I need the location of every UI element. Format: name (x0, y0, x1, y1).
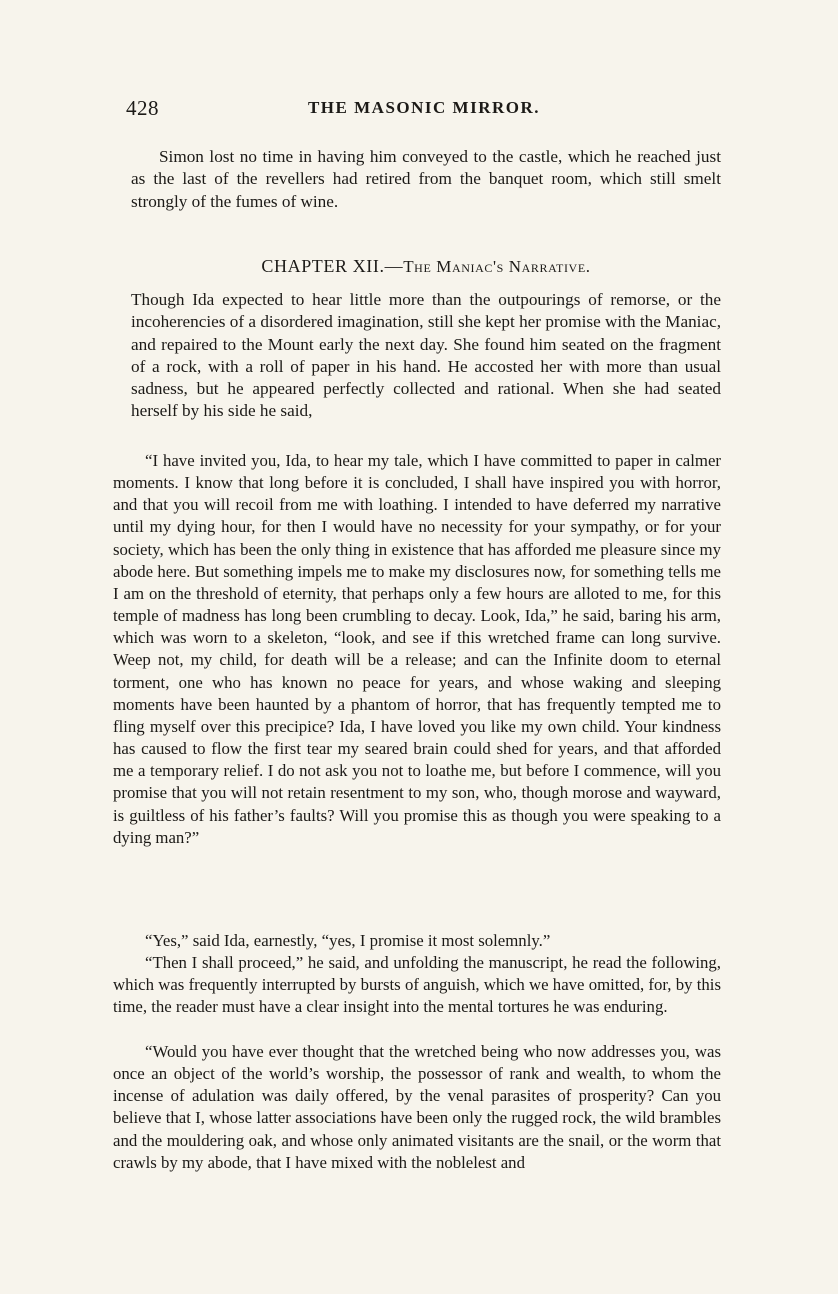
paragraph-2: “I have invited you, Ida, to hear my tale, which I have committed to paper in calmer moments. I know that long before it is concluded, I shall have inspired you with horror, and that you will recoil from me with loathing. I intended to have deferred my narrative until my dying hour, for then I would have no necessity for your sympathy, or for your society, which has been the only thing in existence that has afforded me pleasure since my abode here. But something impels me to make my disclosures now, for something tells me I am on the threshold of eternity, that perhaps only a few hours are alloted to me, for this temple of madness has long been crumbling to decay. Look, Ida,” he said, baring his arm, which was worn to a skeleton, “look, and see if this wretched frame can long survive. Weep not, my child, for death will be a release; and can the Infinite doom to eternal torment, one who has known no peace for years, and whose waking and sleeping moments have been haunted by a phantom of horror, that has frequently tempted me to fling myself over this precipice? Ida, I have loved you like my own child. Your kindness has caused to flow the first tear my seared brain could shed for years, and that afforded me a temporary relief. I do not ask you not to loathe me, but before I commence, will you promise that you will not retain resentment to my son, who, though morose and wayward, is guiltless of his father’s faults? Will you promise this as though you were speaking to a dying man?” (113, 451, 721, 847)
opening-paragraph: Simon lost no time in having him conveyed to the castle, which he reached just as the last of the revellers had retired from the banquet room, which still smelt strongly of the fumes of wine. (131, 147, 721, 211)
chapter-title: The Maniac's Narrative. (403, 257, 591, 276)
page-header (126, 96, 722, 126)
running-head: THE MASONIC MIRROR. (307, 98, 541, 117)
chapter-heading (131, 256, 721, 277)
paragraph-4: “Then I shall proceed,” he said, and unfolding the manuscript, he read the following, which was frequently interrupted by bursts of anguish, which we have omitted, for, by this time, the reader must have a clear insight into the mental tortures he was enduring. (113, 953, 721, 1017)
paragraph-5: “Would you have ever thought that the wretched being who now addresses you, was once an object of the world’s worship, the possessor of rank and wealth, to whom the incense of adulation was daily offered, by the venal parasites of prosperity? Can you believe that I, whose latter associations have been only the rugged rock, the wild brambles and the mouldering oak, and whose only animated visitants are the snail, or the worm that crawls by my abode, that I have mixed with the noblelest and (113, 1042, 721, 1172)
paragraph-1: Though Ida expected to hear little more than the outpourings of remorse, or the incoherencies of a disordered imagination, still she kept her promise with the Maniac, and repaired to the Mount early the next day. She found him seated on the fragment of a rock, with a roll of paper in his hand. He accosted her with more than usual sadness, but he appeared perfectly collected and rational. When she had seated herself by his side he said, (131, 290, 721, 421)
page-number: 428 (126, 96, 159, 120)
chapter-number: CHAPTER XII.— (261, 256, 404, 276)
paragraph-3: “Yes,” said Ida, earnestly, “yes, I promise it most solemnly.” (145, 931, 551, 950)
